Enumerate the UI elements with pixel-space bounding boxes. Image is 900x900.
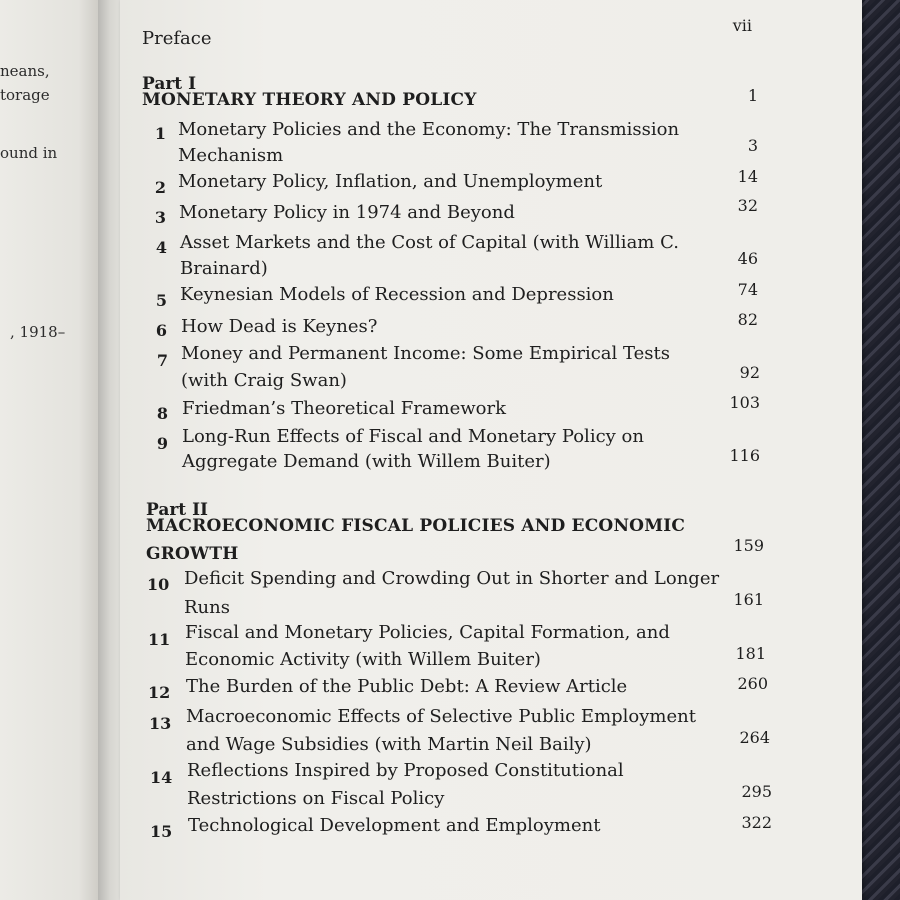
chapter-page: 3	[747, 136, 758, 155]
chapter-number: 9	[156, 434, 168, 453]
chapter-number: 7	[156, 351, 168, 370]
chapter-title: Money and Permanent Income: Some Empirical Tests	[181, 343, 670, 364]
chapter-page: 103	[729, 393, 760, 412]
chapter-title: How Dead is Keynes?	[181, 316, 378, 337]
part-label: Part II	[146, 500, 208, 520]
chapter-number: 15	[150, 822, 173, 841]
chapter-page: 161	[733, 590, 764, 609]
preface-entry: Preface	[142, 28, 212, 49]
chapter-title: Runs	[184, 597, 230, 618]
chapter-number: 3	[154, 208, 166, 227]
background-fabric	[860, 0, 900, 900]
part-title: MACROECONOMIC FISCAL POLICIES AND ECONOMIC	[146, 516, 686, 536]
left-page-fragment: neans,	[0, 62, 50, 80]
chapter-title: and Wage Subsidies (with Martin Neil Baily)	[186, 734, 592, 755]
part-title: GROWTH	[146, 544, 239, 564]
chapter-page: 32	[737, 196, 758, 215]
chapter-title: Fiscal and Monetary Policies, Capital Formation, and	[185, 622, 670, 643]
chapter-title: Friedman’s Theoretical Framework	[182, 398, 507, 419]
chapter-page: 260	[737, 674, 768, 693]
chapter-number: 5	[155, 291, 167, 310]
chapter-title: Monetary Policies and the Economy: The Transmission	[178, 119, 680, 140]
chapter-number: 12	[148, 683, 171, 702]
chapter-title: Restrictions on Fiscal Policy	[187, 788, 445, 809]
part-page: 1	[747, 86, 758, 105]
chapter-page: 295	[741, 782, 772, 801]
chapter-title: Economic Activity (with Willem Buiter)	[185, 649, 541, 670]
page-number: vii	[732, 16, 752, 35]
chapter-page: 264	[739, 728, 770, 747]
chapter-number: 2	[154, 178, 166, 197]
chapter-title: Monetary Policy, Inflation, and Unemployment	[178, 171, 603, 192]
part-page: 159	[733, 536, 764, 555]
chapter-page: 82	[737, 310, 758, 329]
chapter-title: Deficit Spending and Crowding Out in Shorter and Longer	[184, 568, 720, 589]
chapter-page: 46	[737, 249, 758, 268]
chapter-title: The Burden of the Public Debt: A Review Article	[186, 676, 628, 697]
chapter-title: Mechanism	[178, 145, 284, 166]
left-page-fragment: ound in	[0, 144, 58, 162]
chapter-page: 74	[737, 280, 758, 299]
chapter-page: 116	[729, 446, 760, 465]
left-page-fragment: torage	[0, 86, 50, 104]
chapter-number: 1	[154, 124, 166, 143]
chapter-title: Long-Run Effects of Fiscal and Monetary Policy on	[182, 426, 644, 447]
chapter-number: 8	[156, 404, 168, 423]
chapter-page: 14	[737, 167, 758, 186]
chapter-title: Keynesian Models of Recession and Depression	[180, 284, 614, 305]
part-label: Part I	[142, 74, 197, 94]
chapter-title: Reflections Inspired by Proposed Constitutional	[187, 760, 624, 781]
chapter-number: 10	[147, 575, 170, 594]
chapter-title: Macroeconomic Effects of Selective Public Employment	[186, 706, 696, 727]
chapter-title: Asset Markets and the Cost of Capital (with William C.	[180, 232, 679, 253]
left-facing-page	[0, 0, 98, 900]
left-page-fragment: , 1918–	[10, 323, 66, 341]
chapter-number: 13	[149, 714, 172, 733]
chapter-number: 6	[155, 321, 167, 340]
chapter-title: Technological Development and Employment	[188, 815, 601, 836]
chapter-title: Aggregate Demand (with Willem Buiter)	[182, 451, 551, 472]
contents-page	[120, 0, 862, 900]
chapter-page: 92	[739, 363, 760, 382]
part-title: MONETARY THEORY AND POLICY	[142, 90, 477, 110]
chapter-title: (with Craig Swan)	[181, 370, 347, 391]
chapter-number: 4	[155, 238, 167, 257]
chapter-title: Brainard)	[180, 258, 268, 279]
chapter-page: 181	[735, 644, 766, 663]
chapter-title: Monetary Policy in 1974 and Beyond	[179, 202, 515, 223]
chapter-number: 14	[150, 768, 173, 787]
chapter-page: 322	[741, 813, 772, 832]
chapter-number: 11	[148, 630, 171, 649]
